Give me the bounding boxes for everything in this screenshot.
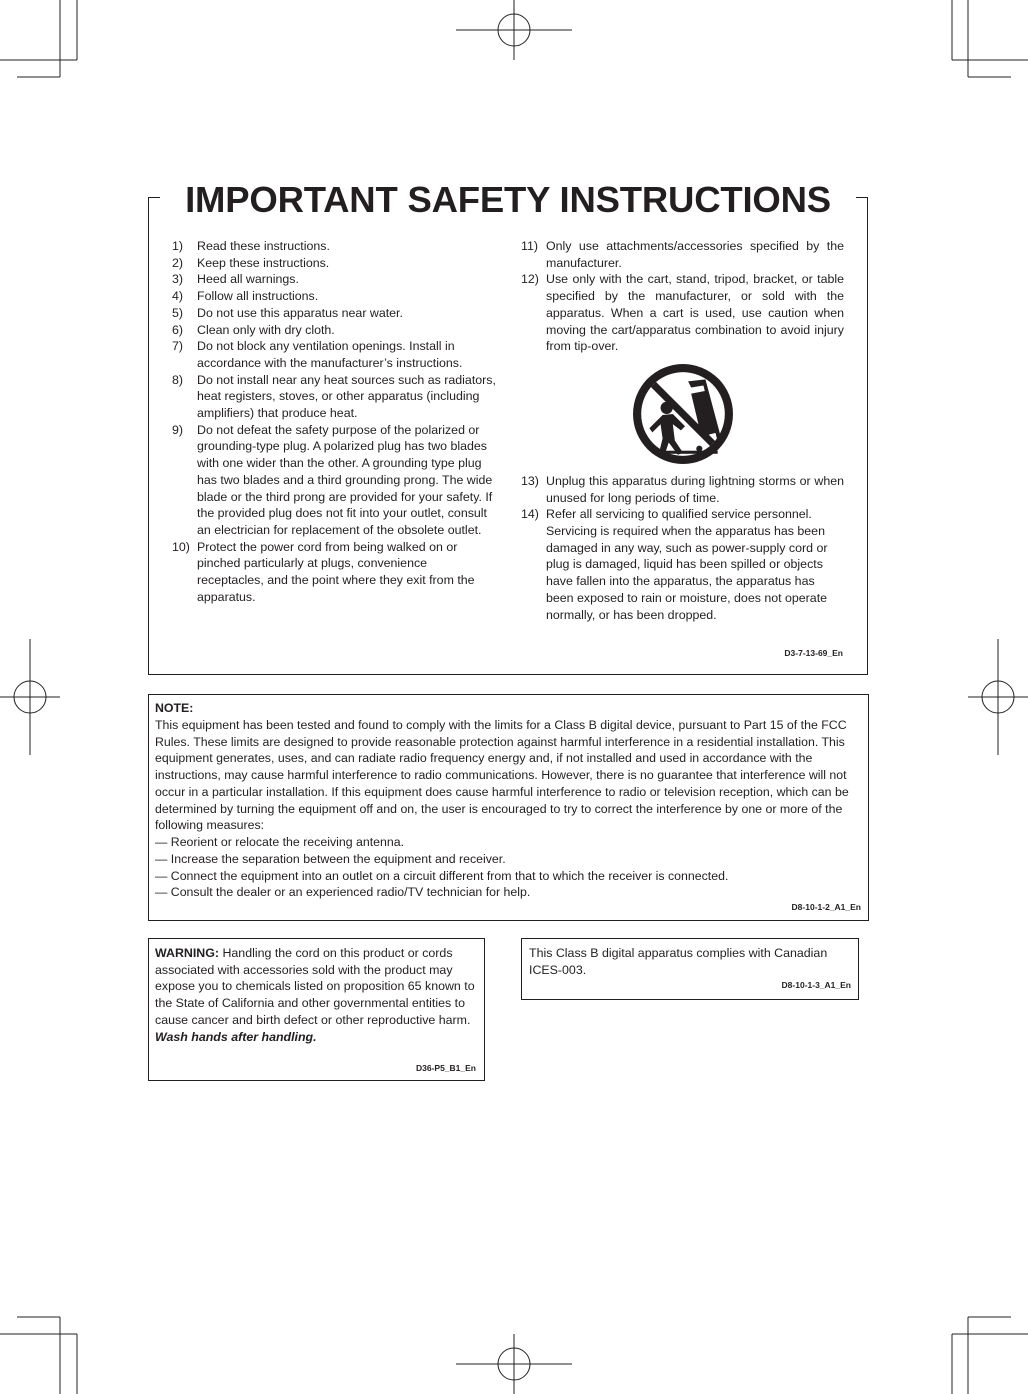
list-item: 12) Use only with the cart, stand, tripod, bracket, or table specified by the manufacturer, or sold with the apparatus. When a cart is used, use caution when moving the cart/apparatus combination to avoid injury from tip-over. [521, 272, 844, 354]
registration-mark-icon [0, 639, 60, 755]
crop-mark-icon [952, 1317, 1028, 1394]
warning-label: WARNING: [155, 946, 220, 960]
warning-box [148, 938, 485, 1081]
list-item: 7) Do not block any ventilation openings. Install in accordance with the manufacturer’s instructions. [172, 339, 463, 370]
list-item: 1) Read these instructions. [172, 239, 330, 253]
wash-hands-text: Wash hands after handling. [155, 1029, 317, 1044]
list-item: 10) Protect the power cord from being walked on or pinched particularly at plugs, convenience receptacles, and the point where they exit from the apparatus. [172, 539, 475, 604]
note-doc-code: D8-10-1-2_A1_En [791, 902, 861, 912]
list-item: 9) Do not defeat the safety purpose of the polarized or grounding-type plug. A polarized plug has two blades with one wider than the other. A grounding type plug has two blades and a third grounding prong. The wide blade or the third prong are provided for your safety. If the provided plug does not fit into your outlet, consult an electrician for replacement of the obsolete outlet. [172, 422, 493, 537]
list-item: — Consult the dealer or an experienced radio/TV technician for help. [155, 885, 531, 900]
note-body: This equipment has been tested and found to comply with the limits for a Class B digital device, pursuant to Part 15 of the FCC Rules. These limits are designed to provide reasonable protection against harmful interference in a residential installation. This equipment generates, uses, and can radiate radio frequency energy and, if not installed and used in accordance with the instructions, may cause harmful interference to radio communications. However, there is no guarantee that interference will not occur in a particular installation. If this equipment does cause harmful interference to radio or television reception, which can be determined by turning the equipment off and on, the user is encouraged to try to correct the interference by one or more of the following measures: [155, 717, 849, 833]
list-item: — Reorient or relocate the receiving antenna. [155, 835, 405, 849]
cart-warning-pictogram [521, 355, 844, 473]
safety-left-column [172, 238, 496, 605]
safety-right-column [521, 238, 844, 623]
registration-mark-icon [456, 1334, 572, 1394]
cart-tip-over-warning-icon [632, 363, 734, 465]
canada-text: This Class B digital apparatus complies with Canadian ICES-003. [529, 946, 828, 977]
note-heading: NOTE: [155, 701, 194, 715]
list-item: 8) Do not install near any heat sources such as radiators, heat registers, stoves, or other apparatus (including amplifiers) that produce heat. [172, 372, 496, 421]
registration-mark-icon [456, 0, 572, 60]
warning-doc-code: D36-P5_B1_En [415, 1063, 476, 1073]
safety-list-left [172, 238, 496, 605]
safety-doc-code: D3-7-13-69_En [784, 648, 843, 658]
list-item: — Increase the separation between the equipment and receiver. [155, 851, 506, 866]
crop-mark-icon [0, 1317, 77, 1394]
list-item: 4) Follow all instructions. [172, 289, 319, 304]
list-item: 11) Only use attachments/accessories specified by the manufacturer. [521, 239, 844, 270]
list-item: — Connect the equipment into an outlet on a circuit different from that to which the receiver is connected. [155, 868, 729, 883]
warning-text: Handling the cord on this product or cords associated with accessories sold with the product may expose you to chemicals listed on proposition 65 known to the State of California and other governmental entities to cause cancer and birth defect or other reproductive harm. [155, 946, 475, 1027]
list-item: 3) Heed all warnings. [172, 272, 299, 287]
registration-mark-icon [968, 639, 1028, 755]
list-item: 6) Clean only with dry cloth. [172, 322, 335, 337]
note-measures [155, 834, 862, 901]
safety-title: IMPORTANT SAFETY INSTRUCTIONS [160, 178, 856, 222]
canada-doc-code: D8-10-1-3_A1_En [781, 980, 851, 990]
safety-list-right-top [521, 238, 844, 355]
list-item: 2) Keep these instructions. [172, 255, 330, 270]
list-item: 13) Unplug this apparatus during lightning storms or when unused for long periods of time. [521, 473, 844, 505]
crop-mark-icon [0, 0, 77, 77]
crop-mark-icon [952, 0, 1028, 77]
list-item: 14) Refer all servicing to qualified service personnel. Servicing is required when the apparatus has been damaged in any way, such as power-supply cord or plug is damaged, liquid has been spilled or objects have fallen into the apparatus, the apparatus has been exposed to rain or moisture, does not operate normally, or has been dropped. [521, 507, 828, 622]
fcc-note-box [148, 694, 869, 921]
canada-compliance-box [521, 938, 859, 1000]
safety-list-right-bottom [521, 473, 844, 623]
list-item: 5) Do not use this apparatus near water. [172, 305, 403, 320]
